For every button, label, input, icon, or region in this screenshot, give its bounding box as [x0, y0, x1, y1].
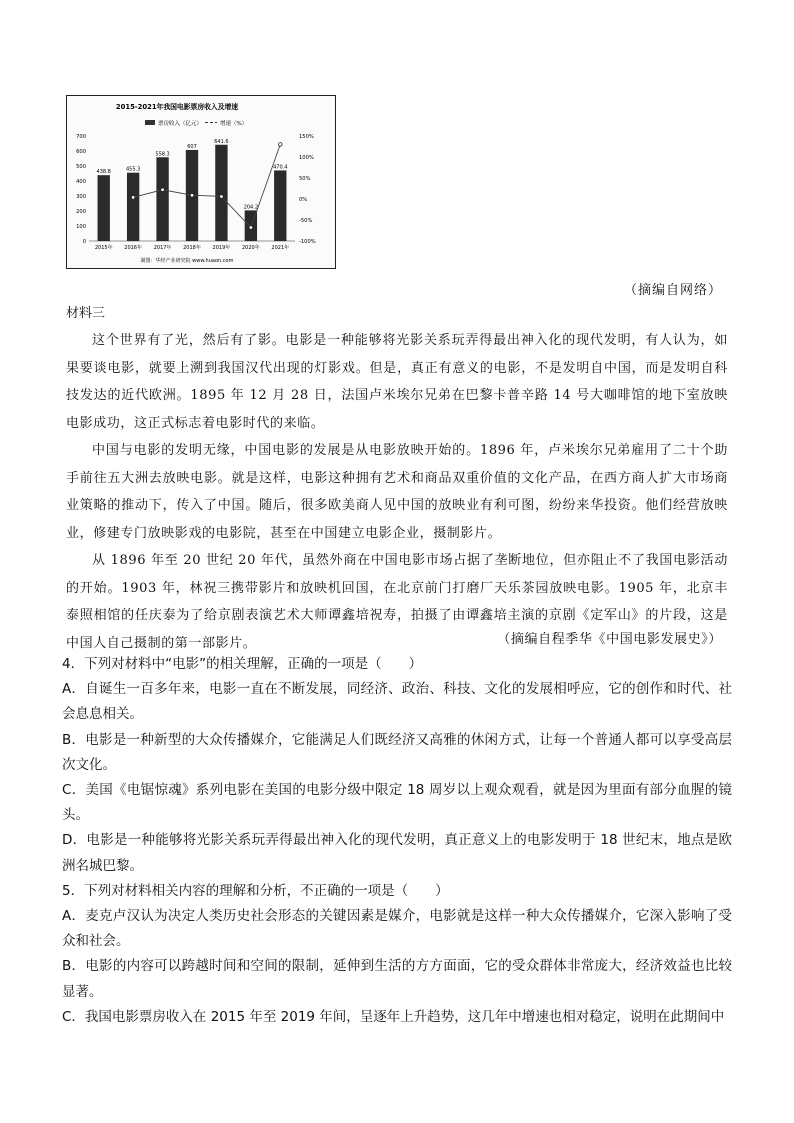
question-5-option-b: B．电影的内容可以跨越时间和空间的限制，延伸到生活的方方面面，它的受众群体非常庞大，经济效益也比较显著。	[62, 958, 732, 1000]
x-tick-label: 2021年	[271, 245, 290, 251]
chart-title: 2015-2021年我国电影票房收入及增速	[115, 103, 239, 111]
box-office-chart	[66, 95, 336, 269]
legend-swatch-bars	[145, 120, 155, 125]
source-note-1: （摘编自网络）	[623, 283, 722, 298]
x-tick-label: 2016年	[124, 245, 143, 251]
material-3-text	[66, 327, 728, 657]
question-5-option-a: A．麦克卢汉认为决定人类历史社会形态的关键因素是媒介，电影就是这样一种大众传播媒介，它深入影响了受众和社会。	[62, 908, 732, 950]
legend-label: 增速（%）	[220, 121, 248, 127]
chart-source: 制图：华经产业研究院 www.huaon.com	[140, 258, 234, 264]
question-4-option-d: D．电影是一种能够将光影关系玩弄得最出神入化的现代发明，真正意义上的电影发明于 18 世纪末，地点是欧洲名城巴黎。	[62, 832, 732, 874]
x-tick-label: 2019年	[212, 245, 231, 251]
growth-point	[131, 196, 135, 200]
y-left-tick-label: 300	[76, 194, 86, 200]
y-right-tick-label: 0%	[299, 197, 308, 203]
growth-point	[190, 193, 194, 197]
question-5-option-c: C．我国电影票房收入在 2015 年至 2019 年间，呈逐年上升趋势，这几年中增速也相对稳定，说明在此期间中	[62, 1008, 725, 1025]
bar-value-label: 455.3	[125, 166, 141, 173]
growth-point	[249, 226, 253, 230]
material-3-label: 材料三	[66, 306, 106, 321]
question-4-option-b: B．电影是一种新型的大众传播媒介，它能满足人们既经济又高雅的休闲方式，让每一个普通人都可以享受高层次文化。	[62, 731, 732, 773]
questions-section	[62, 652, 732, 1030]
y-left-tick-label: 500	[76, 164, 86, 170]
question-4-option-c: C．美国《电锯惊魂》系列电影在美国的电影分级中限定 18 周岁以上观众观看，就是因为里面有部分血腥的镜头。	[62, 782, 732, 824]
y-right-tick-label: -100%	[299, 239, 316, 245]
bar	[156, 157, 168, 241]
source-note-2: （摘编自程季华《中国电影发展史》）	[497, 632, 722, 647]
y-right-tick-label: 50%	[299, 176, 311, 182]
y-left-tick-label: 600	[76, 149, 86, 155]
paragraph: 这个世界有了光，然后有了影。电影是一种能够将光影关系玩弄得最出神入化的现代发明，有人认为，如果要谈电影，就要上溯到我国汉代出现的灯影戏。但是，真正有意义的电影，不是发明自中国，而是发明自科技发达的近代欧洲。1895 年 12 月 28 日，法国卢米埃尔兄弟在巴黎卡普辛路 14 号大咖啡馆的地下室放映电影成功，这正式标志着电影时代的来临。	[66, 333, 728, 431]
y-left-tick-label: 100	[76, 224, 86, 230]
x-tick-label: 2020年	[241, 245, 260, 251]
bar-value-label: 641.6	[214, 138, 229, 145]
growth-point	[278, 143, 282, 147]
x-tick-label: 2017年	[153, 245, 172, 251]
question-5-stem: 5．下列对材料相关内容的理解和分析，不正确的一项是（ ）	[62, 882, 449, 899]
paragraph: 从 1896 年至 20 世纪 20 年代，虽然外商在中国电影市场占据了垄断地位，但亦阻止不了我国电影活动的开始。1903 年，林祝三携带影片和放映机回国，在北京前门打磨厂天乐茶园放映电影。1905 年，北京丰泰照相馆的任庆泰为了给京剧表演艺术大师谭鑫培祝寿，拍摄了由谭鑫培主演的京剧《定军山》的片段，这是中国人自己摄制的第一部影片。	[66, 553, 728, 651]
bar	[127, 173, 139, 241]
bar	[274, 170, 286, 241]
bar	[215, 145, 227, 241]
x-tick-label: 2015年	[94, 245, 113, 251]
question-4-stem: 4．下列对材料中“电影”的相关理解，正确的一项是（ ）	[62, 656, 423, 672]
x-tick-label: 2018年	[183, 245, 201, 251]
bar-value-label: 204.2	[243, 204, 259, 211]
y-right-tick-label: 150%	[299, 134, 314, 140]
chart-canvas	[67, 96, 335, 268]
paragraph: 中国与电影的发明无缘，中国电影的发展是从电影放映开始的。1896 年，卢米埃尔兄弟雇用了二十个助手前往五大洲去放映电影。就是这样，电影这种拥有艺术和商品双重价值的文化产品，在西方商人扩大市场商业策略的推动下，传入了中国。随后，很多欧美商人见中国的放映业有利可图，纷纷来华投资。他们经营放映业，修建专门放映影戏的电影院，甚至在中国建立电影企业，摄制影片。	[66, 443, 728, 541]
growth-point	[161, 188, 165, 192]
bar-value-label: 470.4	[273, 164, 288, 171]
y-left-tick-label: 200	[76, 209, 86, 215]
y-left-tick-label: 400	[76, 179, 86, 185]
legend-label: 票房收入（亿元）	[158, 121, 203, 127]
growth-point	[220, 195, 224, 199]
y-right-tick-label: -50%	[299, 218, 313, 224]
bar-value-label: 438.8	[96, 169, 111, 176]
y-right-tick-label: 100%	[299, 155, 314, 161]
bar-value-label: 558.3	[155, 151, 170, 158]
question-4-option-a: A．自诞生一百多年来，电影一直在不断发展，同经济、政治、科技、文化的发展相呼应，它的创作和时代、社会息息相关。	[62, 681, 732, 723]
y-left-tick-label: 700	[76, 134, 86, 140]
bar-value-label: 607	[187, 143, 197, 150]
bar	[98, 175, 110, 241]
y-left-tick-label: 0	[82, 239, 86, 245]
